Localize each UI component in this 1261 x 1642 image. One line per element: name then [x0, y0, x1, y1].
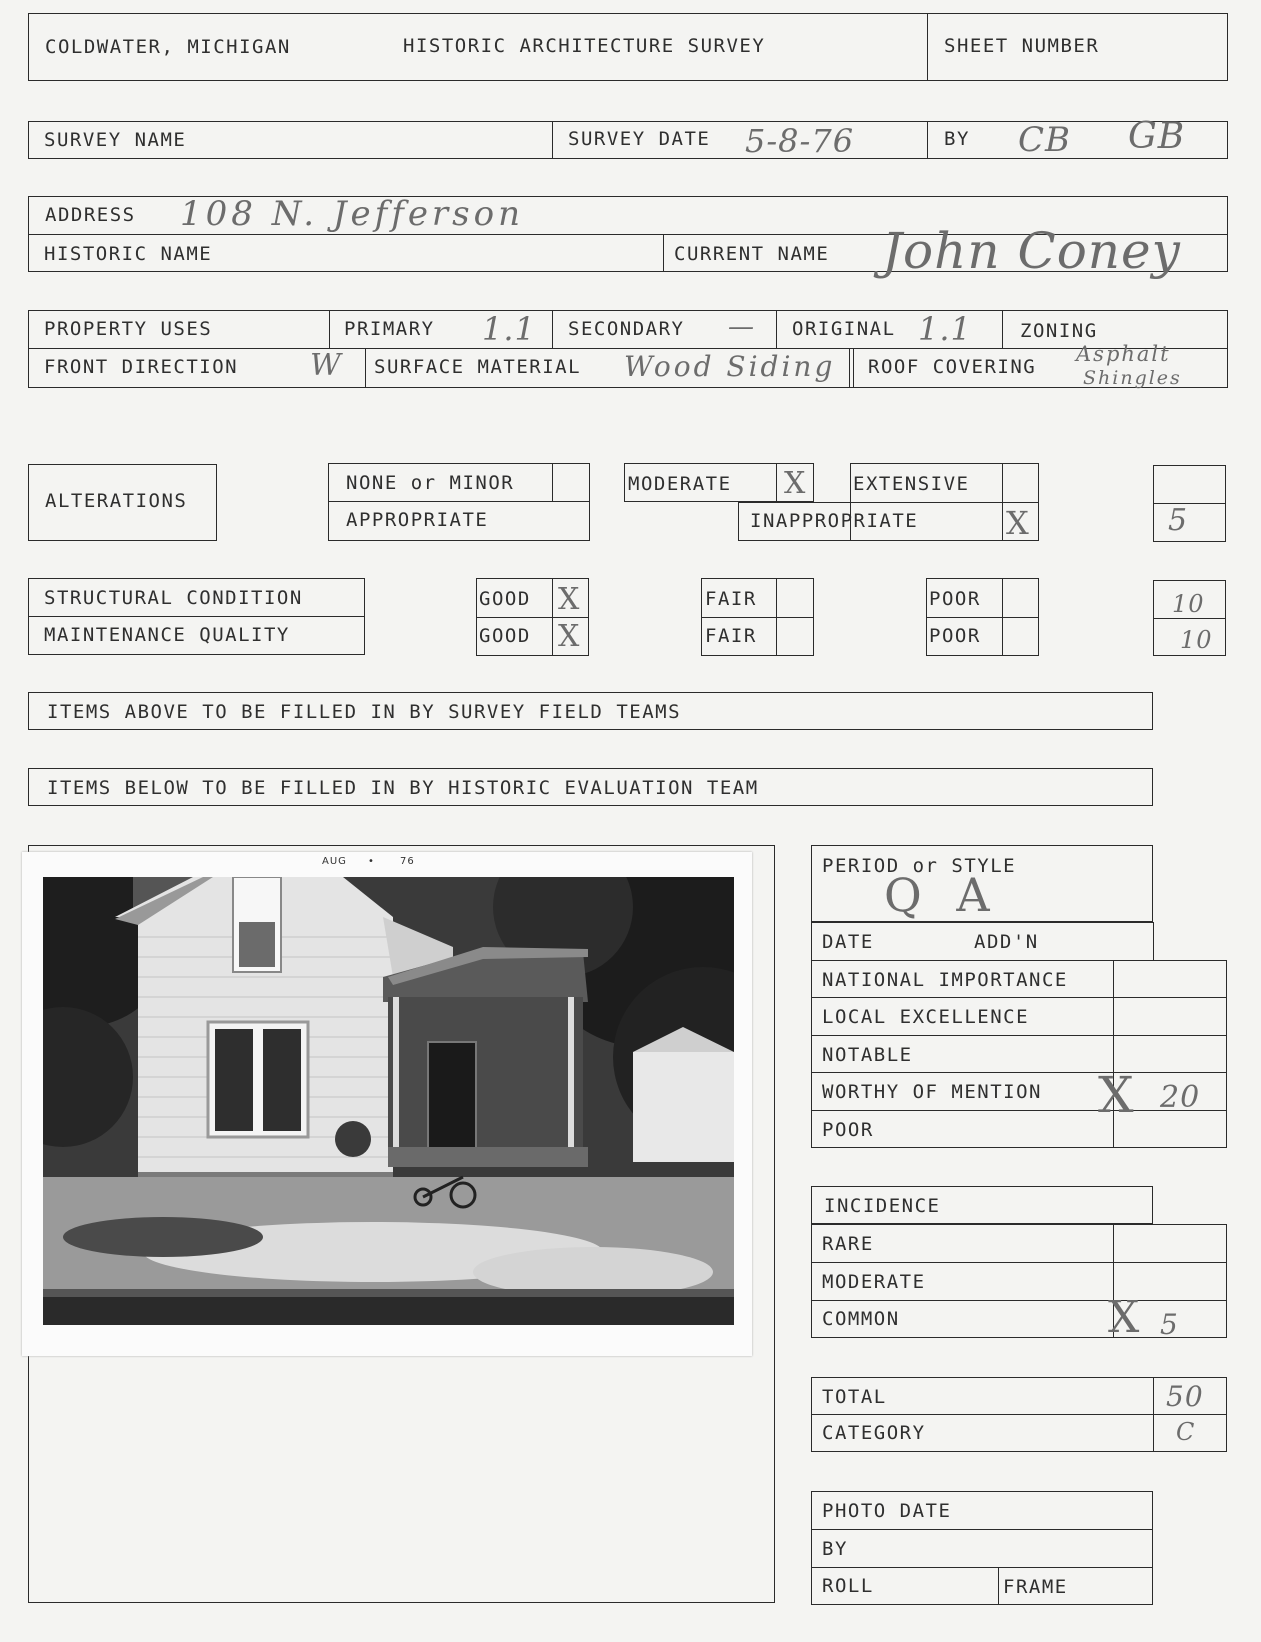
sheet-number-label: SHEET NUMBER — [944, 35, 1100, 57]
inappropriate-mark[interactable]: X — [1006, 504, 1030, 542]
extensive-label: EXTENSIVE — [853, 473, 970, 495]
prop-div-5 — [365, 348, 366, 388]
good-label-structural: GOOD — [479, 588, 531, 610]
extensive-mid — [738, 502, 1039, 503]
surface-material-label: SURFACE MATERIAL — [374, 356, 582, 378]
city-label: COLDWATER, MICHIGAN — [45, 36, 291, 58]
incidence-label: INCIDENCE — [824, 1195, 941, 1217]
surface-material-value[interactable]: Wood Siding — [624, 350, 836, 383]
front-direction-label: FRONT DIRECTION — [44, 356, 239, 378]
prop-div-7 — [853, 348, 854, 388]
eval-line-1 — [811, 960, 1227, 961]
eval-line-4 — [811, 1072, 1227, 1073]
alt-score-mid — [1153, 503, 1226, 504]
alt-grid-mid — [328, 501, 590, 502]
frame-label: FRAME — [1003, 1576, 1068, 1598]
total-value[interactable]: 50 — [1166, 1380, 1204, 1413]
survey-divider-2 — [927, 121, 928, 159]
none-checkbox-line — [552, 463, 553, 501]
prop-div-3 — [776, 310, 777, 348]
secondary-label: SECONDARY — [568, 318, 685, 340]
inappropriate-label: INAPPROPRIATE — [750, 510, 919, 532]
roof-covering-value-1[interactable]: Asphalt — [1076, 342, 1171, 366]
totals-mid — [811, 1414, 1227, 1415]
inappropriate-bottom — [738, 540, 1039, 541]
poor-check-line — [1002, 578, 1003, 656]
eval-line-3 — [811, 1035, 1227, 1036]
original-value[interactable]: 1.1 — [918, 310, 972, 348]
national-importance-label: NATIONAL IMPORTANCE — [822, 969, 1068, 991]
survey-name-label: SURVEY NAME — [44, 129, 187, 151]
fair-check-line — [776, 578, 777, 656]
inc-line-2 — [811, 1300, 1227, 1301]
name-divider — [663, 234, 664, 272]
local-excellence-label: LOCAL EXCELLENCE — [822, 1006, 1030, 1028]
rare-label: RARE — [822, 1233, 874, 1255]
good-label-maintenance: GOOD — [479, 625, 531, 647]
common-mark[interactable]: X — [1108, 1292, 1141, 1343]
survey-by-value-2[interactable]: GB — [1128, 116, 1186, 157]
note-above: ITEMS ABOVE TO BE FILLED IN BY SURVEY FIELD TEAMS — [47, 701, 682, 723]
eval-poor-label: POOR — [822, 1119, 874, 1141]
property-divider — [28, 348, 1228, 349]
worthy-mark[interactable]: X — [1098, 1066, 1135, 1124]
prop-div-1 — [329, 310, 330, 348]
photo-info-line-1 — [811, 1529, 1153, 1530]
property-uses-label: PROPERTY USES — [44, 318, 213, 340]
front-direction-value[interactable]: W — [310, 348, 342, 383]
house-photo — [43, 877, 734, 1325]
roll-frame-divider — [998, 1567, 999, 1605]
category-value[interactable]: C — [1176, 1418, 1196, 1446]
none-minor-label: NONE or MINOR — [346, 472, 515, 494]
roll-label: ROLL — [822, 1575, 874, 1597]
moderate-label: MODERATE — [628, 473, 732, 495]
good-check-line — [552, 578, 553, 656]
maintenance-score[interactable]: 10 — [1180, 626, 1213, 654]
worthy-score[interactable]: 20 — [1160, 1080, 1201, 1115]
common-label: COMMON — [822, 1308, 900, 1330]
original-label: ORIGINAL — [792, 318, 896, 340]
survey-date-label: SURVEY DATE — [568, 128, 711, 150]
photo-by-label: BY — [822, 1538, 848, 1560]
notable-label: NOTABLE — [822, 1044, 913, 1066]
moderate-checkbox-line — [776, 463, 777, 502]
date-label: DATE — [822, 931, 874, 953]
current-name-value[interactable]: John Coney — [882, 222, 1181, 280]
structural-good-mark[interactable]: X — [558, 582, 581, 617]
poor-mid — [926, 617, 1039, 618]
alterations-score[interactable]: 5 — [1168, 503, 1189, 538]
appropriate-label: APPROPRIATE — [346, 509, 489, 531]
roof-covering-value-2[interactable]: Shingles — [1083, 367, 1182, 389]
common-score[interactable]: 5 — [1160, 1308, 1179, 1341]
alterations-label: ALTERATIONS — [45, 490, 188, 512]
fair-label-maintenance: FAIR — [705, 625, 757, 647]
photo-date-label: PHOTO DATE — [822, 1500, 952, 1522]
addn-label: ADD'N — [974, 931, 1039, 953]
historic-name-label: HISTORIC NAME — [44, 243, 213, 265]
survey-by-value-1[interactable]: CB — [1018, 120, 1071, 160]
primary-value[interactable]: 1.1 — [482, 310, 536, 348]
date-row-right — [1153, 922, 1154, 960]
period-value[interactable]: Q A — [884, 868, 1000, 922]
address-value[interactable]: 108 N. Jefferson — [180, 194, 525, 234]
photo-stamp-year: 76 — [400, 856, 415, 867]
inc-line-1 — [811, 1262, 1227, 1263]
secondary-value[interactable]: — — [728, 312, 755, 342]
address-label: ADDRESS — [45, 204, 136, 226]
photo-stamp-month: AUG — [322, 856, 347, 867]
roof-covering-label: ROOF COVERING — [868, 356, 1037, 378]
fair-mid — [701, 617, 814, 618]
note-below: ITEMS BELOW TO BE FILLED IN BY HISTORIC EVALUATION TEAM — [47, 777, 759, 799]
cond-score-mid — [1153, 618, 1226, 619]
prop-div-4 — [1002, 310, 1003, 348]
form-title: HISTORIC ARCHITECTURE SURVEY — [403, 35, 766, 57]
maintenance-quality-label: MAINTENANCE QUALITY — [44, 624, 290, 646]
maintenance-good-mark[interactable]: X — [558, 619, 581, 654]
moderate-mark[interactable]: X — [784, 466, 807, 501]
date-row-mask — [1153, 922, 1229, 960]
eval-line-2 — [811, 997, 1227, 998]
period-label: PERIOD or STYLE — [822, 855, 1017, 877]
prop-div-2 — [552, 310, 553, 348]
structural-condition-label: STRUCTURAL CONDITION — [44, 587, 303, 609]
poor-label-maintenance: POOR — [929, 625, 981, 647]
total-label: TOTAL — [822, 1386, 887, 1408]
prop-div-6 — [849, 348, 850, 388]
primary-label: PRIMARY — [344, 318, 435, 340]
zoning-label: ZONING — [1020, 320, 1098, 342]
incidence-moderate-label: MODERATE — [822, 1271, 926, 1293]
category-label: CATEGORY — [822, 1422, 926, 1444]
photo-stamp-dot: • — [368, 856, 375, 867]
survey-divider-1 — [552, 121, 553, 159]
inappropriate-left — [738, 502, 739, 541]
good-mid — [476, 617, 589, 618]
worthy-of-mention-label: WORTHY OF MENTION — [822, 1081, 1042, 1103]
structural-score[interactable]: 10 — [1172, 590, 1205, 618]
totals-score-col — [1153, 1377, 1154, 1452]
photo-info-line-2 — [811, 1567, 1153, 1568]
survey-date-value[interactable]: 5-8-76 — [745, 122, 855, 160]
cond-label-mid — [28, 616, 365, 617]
survey-by-label: BY — [944, 128, 970, 150]
poor-label-structural: POOR — [929, 588, 981, 610]
header-divider — [927, 13, 928, 81]
fair-label-structural: FAIR — [705, 588, 757, 610]
current-name-label: CURRENT NAME — [674, 243, 830, 265]
